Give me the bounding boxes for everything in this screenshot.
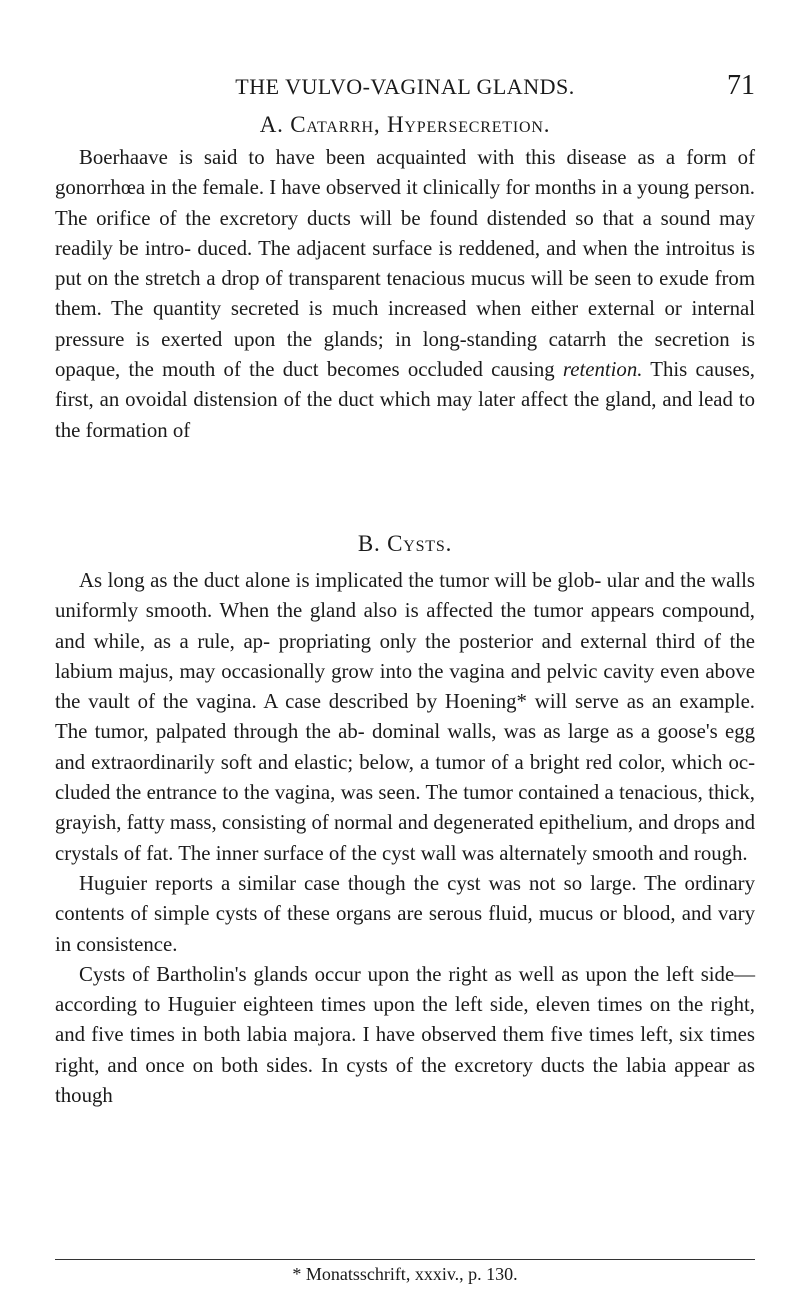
footnote: * Monatsschrift, xxxiv., p. 130. <box>292 1264 518 1284</box>
paragraph-text: As long as the duct alone is implicated the tumor will be glob- ular and the walls uniformly smooth. When the gland also is affected the tumor appears compound, and while, as a rule, ap- propriating only the posterior and external third of the labium majus, may occasionally grow into the vagina and pelvic cavity even above the vault of the vagina. A case described by Hoening* will serve as an example. The tumor, palpated through the ab- dominal walls, was as large as a goose's egg and extraordinarily soft and elastic; below, a tumor of a bright red color, which oc- cluded the entrance to the vagina, was seen. The tumor contained a tenacious, thick, grayish, fatty mass, consisting of normal and degenerated epithelium, and drops and crystals of fat. The inner surface of the cyst wall was alternately smooth and rough. <box>55 569 755 865</box>
running-title: THE VULVO-VAGINAL GLANDS. <box>235 74 575 99</box>
paragraph <box>55 566 755 869</box>
paragraph <box>55 869 755 960</box>
paragraph-text: Boerhaave is said to have been acquainted with this disease as a form of gonorrhœa in the female. I have observed it clinically for months in a young person. The orifice of the excretory ducts will be found distended so that a sound may readily be intro- duced. The adjacent surface is reddened, and when the introitus is put on the stretch a drop of transparent tenacious mucus will be seen to exude from them. The quantity secreted is much increased when either external or internal pressure is exerted upon the glands; in long-standing catarrh the secretion is opaque, the mouth of the duct becomes occluded causing <box>55 146 755 382</box>
paragraph-text: Cysts of Bartholin's glands occur upon the right as well as upon the left side—according to Huguier eighteen times upon the left side, eleven times on the right, and five times in both labia majora. I have observed them five times left, six times right, and once on both sides. In cysts of the excretory ducts the labia appear as though <box>55 962 755 1108</box>
paragraph-text: Huguier reports a similar case though the cyst was not so large. The ordinary contents of simple cysts of these organs are serous fluid, mucus or blood, and vary in consistence. <box>55 871 755 956</box>
section-heading-cysts: B. Cysts. <box>357 531 453 556</box>
page-number: 71 <box>727 70 755 101</box>
italic-text: retention. <box>562 358 643 382</box>
section-body-catarrh <box>55 143 755 446</box>
footnote-divider <box>55 1259 755 1260</box>
section-body-cysts <box>55 566 755 1111</box>
section-heading-catarrh: A. Catarrh, Hypersecretion. <box>259 112 551 137</box>
book-page <box>55 0 755 1310</box>
paragraph-text: This causes, first, an ovoidal distension of the duct which may later affect the gland, and lead to the formation of <box>55 358 755 442</box>
paragraph <box>55 960 755 1111</box>
paragraph <box>55 143 755 446</box>
running-head <box>55 70 755 106</box>
